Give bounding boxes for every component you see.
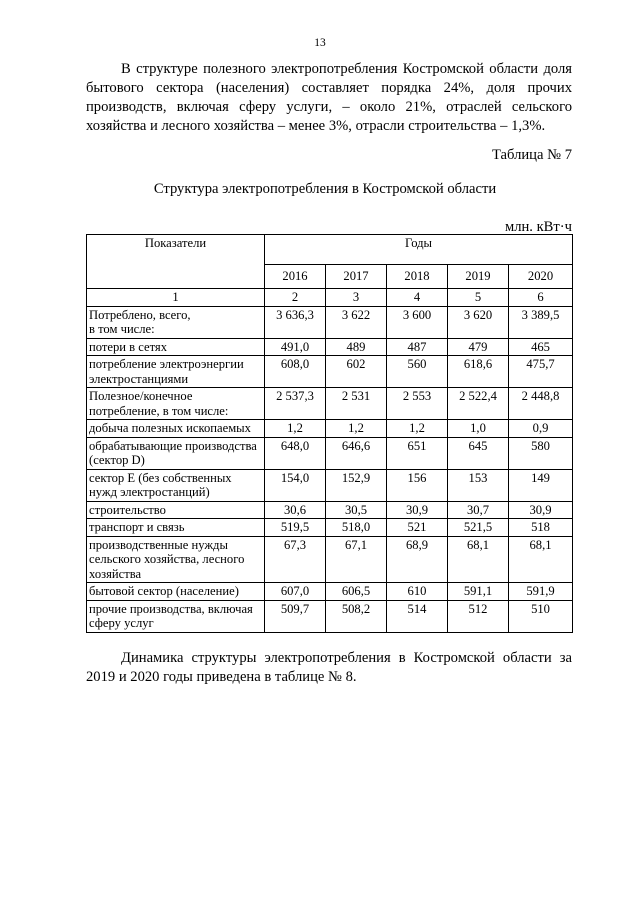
table-row (87, 306, 573, 338)
page-number: 13 (314, 37, 326, 49)
cell-value: 491,0 (265, 338, 326, 356)
cell-value: 30,9 (509, 501, 573, 519)
table-header-row (87, 235, 573, 265)
cell-value: 67,3 (265, 536, 326, 583)
table-row (87, 338, 573, 356)
cell-value: 607,0 (265, 583, 326, 601)
consumption-table (86, 234, 573, 633)
cell-value: 2 522,4 (448, 388, 509, 420)
table-title: Структура электропотребления в Костромской области (153, 181, 497, 197)
cell-value: 149 (509, 469, 573, 501)
year-header: 2018 (387, 265, 448, 289)
cell-value: 3 636,3 (265, 306, 326, 338)
closing-paragraph: Динамика структуры электропотребления в Костромской области за 2019 и 2020 годы приведена в таблице № 8. (86, 650, 572, 685)
cell-value: 591,1 (448, 583, 509, 601)
cell-value: 3 622 (326, 306, 387, 338)
cell-value: 514 (387, 600, 448, 632)
cell-value: 602 (326, 356, 387, 388)
cell-value: 0,9 (509, 420, 573, 438)
cell-value: 518,0 (326, 519, 387, 537)
year-header: 2017 (326, 265, 387, 289)
cell-value: 512 (448, 600, 509, 632)
cell-value: 618,6 (448, 356, 509, 388)
cell-value: 30,6 (265, 501, 326, 519)
row-label: бытовой сектор (население) (87, 583, 265, 601)
row-label: прочие производства, включая сферу услуг (87, 600, 265, 632)
row-label: Полезное/конечное потребление, в том числе: (87, 388, 265, 420)
cell-value: 521,5 (448, 519, 509, 537)
year-header: 2019 (448, 265, 509, 289)
cell-value: 2 537,3 (265, 388, 326, 420)
unit-label: млн. кВт·ч (504, 219, 572, 235)
cell-value: 1,0 (448, 420, 509, 438)
column-number: 6 (509, 289, 573, 307)
cell-value: 152,9 (326, 469, 387, 501)
cell-value: 651 (387, 437, 448, 469)
table-row (87, 536, 573, 583)
table-body (87, 289, 573, 633)
table-row (87, 388, 573, 420)
row-label: производственные нужды сельского хозяйства, лесного хозяйства (87, 536, 265, 583)
cell-value: 606,5 (326, 583, 387, 601)
header-indicators: Показатели (87, 235, 265, 289)
header-years: Годы (265, 235, 573, 265)
table-row (87, 600, 573, 632)
cell-value: 610 (387, 583, 448, 601)
cell-value: 154,0 (265, 469, 326, 501)
year-header: 2020 (509, 265, 573, 289)
column-number: 2 (265, 289, 326, 307)
row-label: сектор Е (без собственных нужд электростанций) (87, 469, 265, 501)
cell-value: 479 (448, 338, 509, 356)
cell-value: 521 (387, 519, 448, 537)
table-row (87, 501, 573, 519)
cell-value: 645 (448, 437, 509, 469)
column-number: 5 (448, 289, 509, 307)
cell-value: 475,7 (509, 356, 573, 388)
cell-value: 608,0 (265, 356, 326, 388)
cell-value: 518 (509, 519, 573, 537)
cell-value: 2 531 (326, 388, 387, 420)
cell-value: 3 620 (448, 306, 509, 338)
cell-value: 580 (509, 437, 573, 469)
row-label: потребление электроэнергии электростанциями (87, 356, 265, 388)
cell-value: 465 (509, 338, 573, 356)
table-row (87, 420, 573, 438)
row-label: транспорт и связь (87, 519, 265, 537)
table-row (87, 356, 573, 388)
row-label: строительство (87, 501, 265, 519)
cell-value: 156 (387, 469, 448, 501)
column-number: 4 (387, 289, 448, 307)
cell-value: 68,1 (448, 536, 509, 583)
cell-value: 489 (326, 338, 387, 356)
year-header: 2016 (265, 265, 326, 289)
cell-value: 67,1 (326, 536, 387, 583)
cell-value: 510 (509, 600, 573, 632)
cell-value: 1,2 (265, 420, 326, 438)
cell-value: 2 448,8 (509, 388, 573, 420)
cell-value: 68,1 (509, 536, 573, 583)
cell-value: 68,9 (387, 536, 448, 583)
cell-value: 2 553 (387, 388, 448, 420)
cell-value: 519,5 (265, 519, 326, 537)
cell-value: 648,0 (265, 437, 326, 469)
table-row (87, 437, 573, 469)
cell-value: 487 (387, 338, 448, 356)
column-number: 1 (87, 289, 265, 307)
column-number-row (87, 289, 573, 307)
intro-paragraph: В структуре полезного электропотребления Костромской области доля бытового сектора (населения) составляет порядка 24%, доля прочих производств, включая сферу услуги, – около 21%, отраслей сельского хозяйства и лесного хозяйства – менее 3%, отрасли строительства – 1,3%. (86, 61, 572, 134)
row-label: потери в сетях (87, 338, 265, 356)
cell-value: 509,7 (265, 600, 326, 632)
cell-value: 591,9 (509, 583, 573, 601)
row-label: добыча полезных ископаемых (87, 420, 265, 438)
cell-value: 153 (448, 469, 509, 501)
cell-value: 30,5 (326, 501, 387, 519)
cell-value: 30,9 (387, 501, 448, 519)
table-row (87, 519, 573, 537)
cell-value: 1,2 (326, 420, 387, 438)
cell-value: 3 389,5 (509, 306, 573, 338)
row-label: Потреблено, всего, в том числе: (87, 306, 265, 338)
cell-value: 646,6 (326, 437, 387, 469)
column-number: 3 (326, 289, 387, 307)
table-row (87, 583, 573, 601)
cell-value: 508,2 (326, 600, 387, 632)
row-label: обрабатывающие производства (сектор D) (87, 437, 265, 469)
table-row (87, 469, 573, 501)
cell-value: 560 (387, 356, 448, 388)
table-label: Таблица № 7 (492, 147, 572, 163)
cell-value: 1,2 (387, 420, 448, 438)
cell-value: 30,7 (448, 501, 509, 519)
cell-value: 3 600 (387, 306, 448, 338)
